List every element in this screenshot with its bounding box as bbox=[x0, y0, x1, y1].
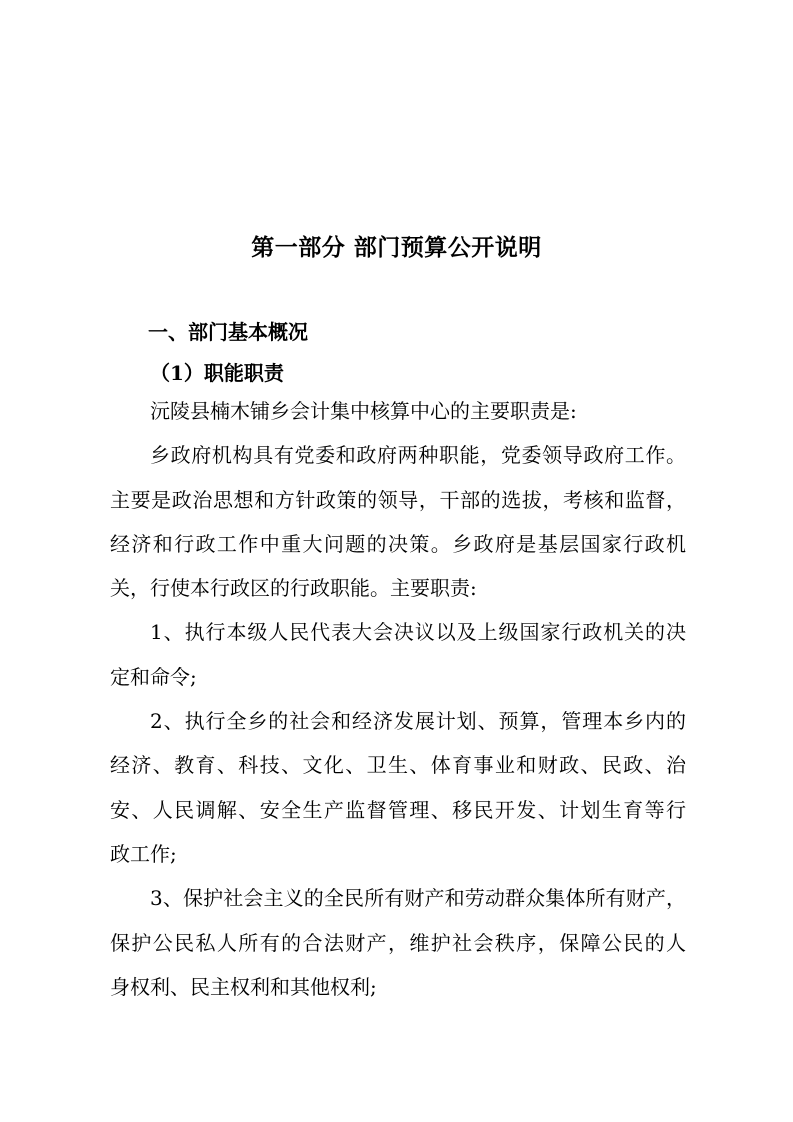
paragraph-line: 定和命令; bbox=[110, 664, 197, 689]
document-body bbox=[110, 396, 686, 1016]
page-title: 第一部分 部门预算公开说明 bbox=[251, 234, 542, 261]
paragraph-line: 安、人民调解、安全生产监督管理、移民开发、计划生育等行 bbox=[110, 797, 686, 822]
section-heading: 一、部门基本概况 bbox=[148, 320, 308, 344]
subsection-heading: （1）职能职责 bbox=[150, 361, 284, 385]
paragraph-line: 经济、教育、科技、文化、卫生、体育事业和财政、民政、治 bbox=[110, 753, 686, 778]
paragraph-line: 经济和行政工作中重大问题的决策。乡政府是基层国家行政机 bbox=[110, 531, 686, 556]
paragraph-line: 乡政府机构具有党委和政府两种职能，党委领导政府工作。 bbox=[150, 443, 686, 468]
paragraph-line: 关，行使本行政区的行政职能。主要职责: bbox=[110, 576, 477, 601]
paragraph-line: 身权利、民主权利和其他权利; bbox=[110, 974, 377, 999]
paragraph-line: 1、执行本级人民代表大会决议以及上级国家行政机关的决 bbox=[150, 620, 686, 645]
paragraph-line: 3、保护社会主义的全民所有财产和劳动群众集体所有财产， bbox=[150, 886, 686, 911]
paragraph-line: 政工作; bbox=[110, 841, 177, 866]
paragraph-line: 保护公民私人所有的合法财产，维护社会秩序，保障公民的人 bbox=[110, 930, 686, 955]
paragraph-line: 2、执行全乡的社会和经济发展计划、预算，管理本乡内的 bbox=[150, 709, 686, 734]
paragraph-line: 主要是政治思想和方针政策的领导，干部的选拔，考核和监督， bbox=[110, 487, 686, 512]
paragraph-line: 沅陵县楠木铺乡会计集中核算中心的主要职责是: bbox=[150, 399, 577, 423]
